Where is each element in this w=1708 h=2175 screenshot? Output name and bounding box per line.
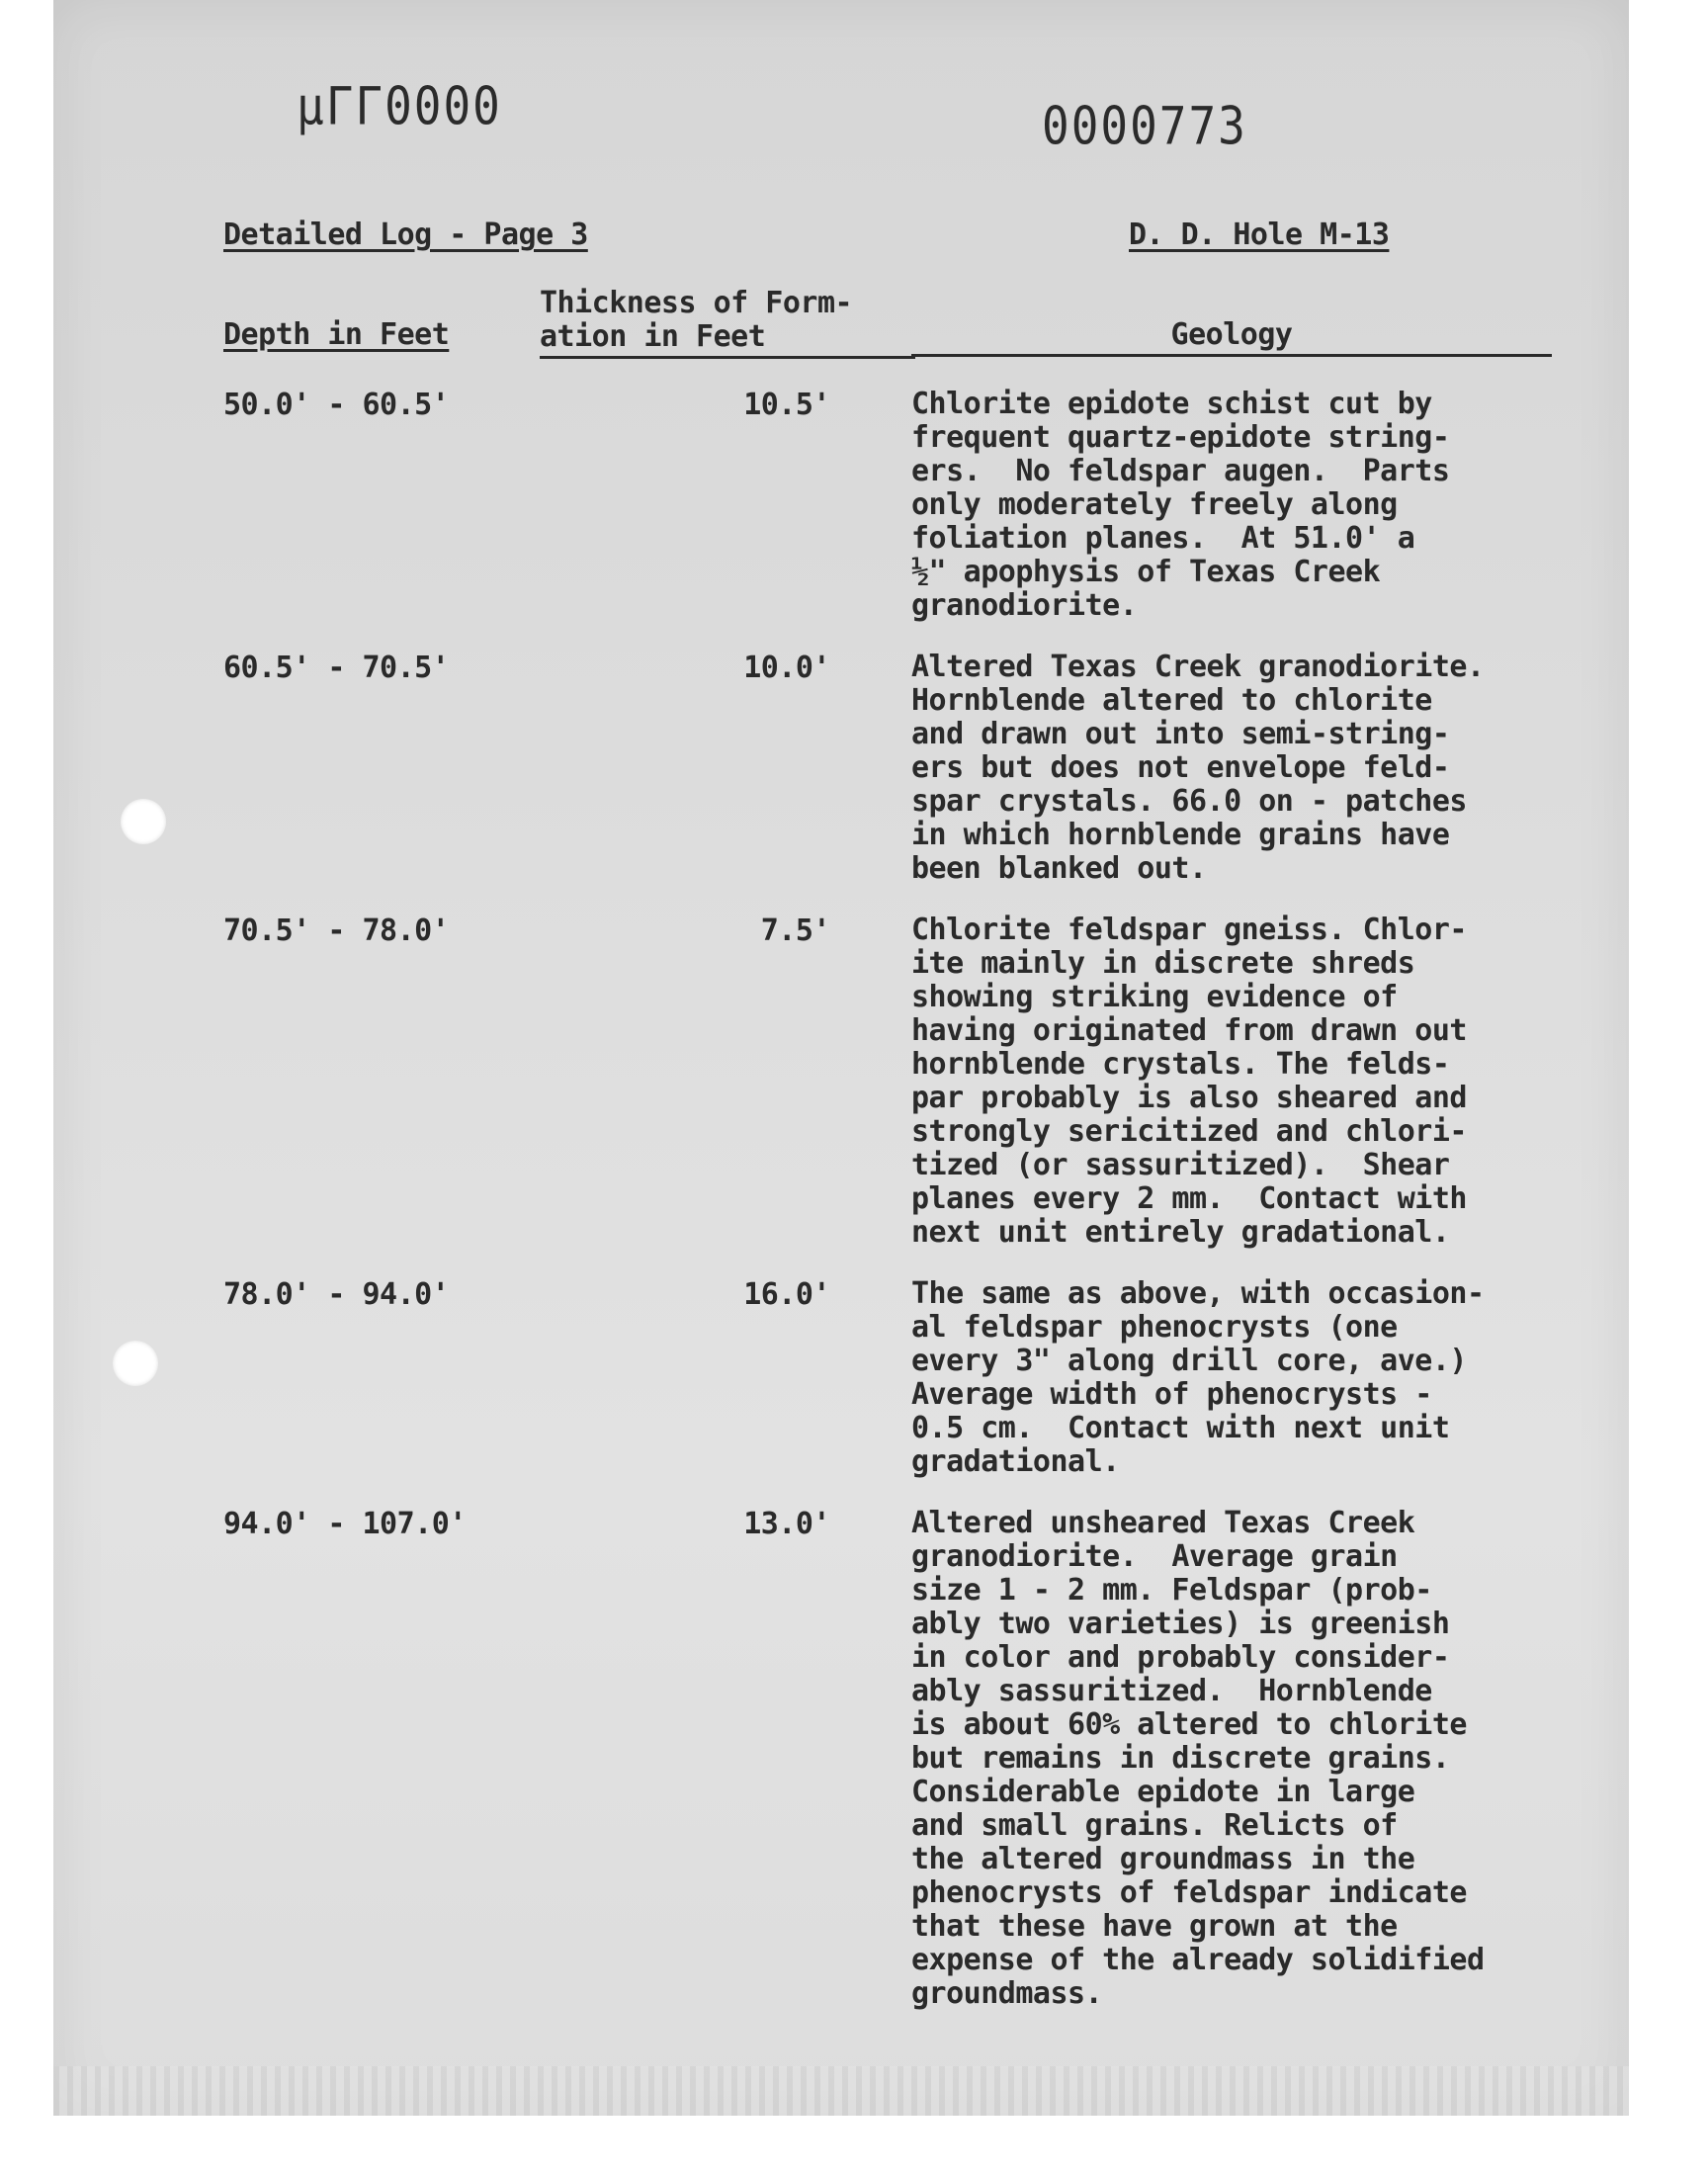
geology-description: Altered unsheared Texas Creek granodiorite. Average grain size 1 - 2 mm. Feldspar (prob- ably two varieties) is greenish in color and probably consider- ably sassuritized. Hornblende is about 60% altered to chlorite but remains in discrete grains. Considerable epidote in large and small grains. Relicts of the altered groundmass in the phenocrysts of feldspar indicate that these have grown at the expense of the already solidified groundmass.: [911, 1506, 1485, 2011]
depth-range: 78.0' - 94.0': [223, 1277, 450, 1312]
column-header-geology: Geology: [911, 318, 1552, 357]
thickness-value: 16.0': [743, 1277, 830, 1312]
geology-description: Altered Texas Creek granodiorite. Hornblende altered to chlorite and drawn out into semi-string- ers but does not envelope feld- spar crystals. 66.0 on - patches in which hornblende grains have been blanked out.: [911, 650, 1485, 886]
page-title: Detailed Log - Page 3: [223, 218, 588, 252]
depth-range: 50.0' - 60.5': [223, 388, 450, 422]
geology-description: The same as above, with occasion- al feldspar phenocrysts (one every 3" along drill core, ave.) Average width of phenocrysts - 0.5 cm. Contact with next unit gradational.: [911, 1276, 1485, 1479]
column-header-depth: Depth in Feet: [223, 317, 450, 352]
punch-hole-upper: [121, 799, 166, 844]
scan-edge-artifact: [53, 2066, 1629, 2116]
document-number-stamp-left: µГГ0000: [297, 74, 502, 137]
thickness-value: 13.0': [743, 1507, 830, 1541]
column-header-thickness: [540, 287, 915, 359]
drill-hole-id: D. D. Hole M-13: [1129, 218, 1390, 252]
thickness-value: 7.5': [760, 914, 830, 948]
column-header-thickness-line2: ation in Feet: [540, 319, 766, 354]
thickness-value: 10.0': [743, 651, 830, 685]
thickness-value: 10.5': [743, 388, 830, 422]
geology-description: Chlorite epidote schist cut by frequent quartz-epidote string- ers. No feldspar augen. Parts only moderately freely along foliation planes. At 51.0' a ½" apophysis of Texas Creek granodiorite.: [911, 387, 1450, 623]
document-number-stamp-right: 0000773: [1042, 94, 1247, 157]
punch-hole-lower: [113, 1341, 158, 1386]
column-header-thickness-line1: Thickness of Form-: [540, 286, 853, 320]
depth-range: 60.5' - 70.5': [223, 651, 450, 685]
depth-range: 94.0' - 107.0': [223, 1507, 467, 1541]
depth-range: 70.5' - 78.0': [223, 914, 450, 948]
geology-description: Chlorite feldspar gneiss. Chlor- ite mainly in discrete shreds showing striking evidence of having originated from drawn out hornblende crystals. The felds- par probably is also sheared and strongly sericitized and chlori- tized (or sassuritized). Shear planes every 2 mm. Contact with next unit entirely gradational.: [911, 913, 1467, 1250]
